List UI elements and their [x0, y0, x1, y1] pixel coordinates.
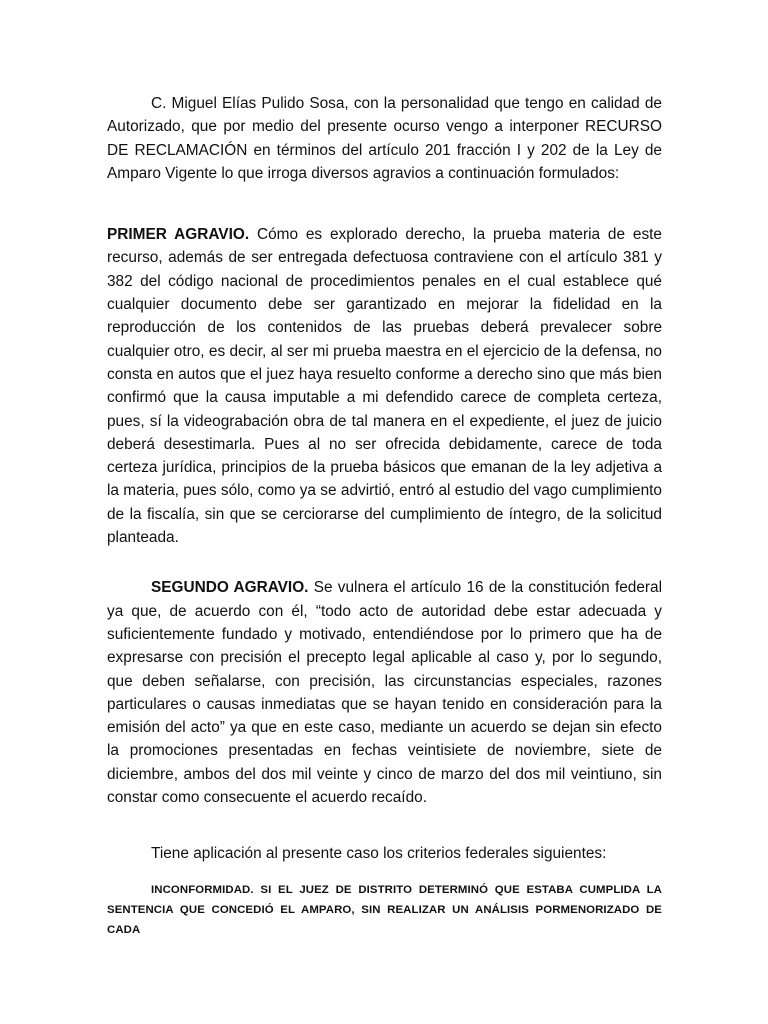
- primer-agravio-paragraph: [107, 223, 662, 549]
- intro-paragraph: C. Miguel Elías Pulido Sosa, con la personalidad que tengo en calidad de Autorizado, que por medio del presente ocurso vengo a interponer RECURSO DE RECLAMACIÓN en términos del artículo 201 fracción I y 202 de la Ley de Amparo Vigente lo que irroga diversos agravios a continuación formulados:: [107, 95, 662, 182]
- jurisprudencia-excerpt: INCONFORMIDAD. SI EL JUEZ DE DISTRITO DETERMINÓ QUE ESTABA CUMPLIDA LA SENTENCIA QUE CONCEDIÓ EL AMPARO, SIN REALIZAR UN ANÁLISIS PORMENORIZADO DE CADA: [107, 883, 662, 936]
- segundo-agravio-body: Se vulnera el artículo 16 de la constitución federal ya que, de acuerdo con él, “todo acto de autoridad debe estar adecuada y suficientemente fundado y motivado, entendiéndose por lo primero que ha de expresarse con precisión el precepto legal aplicable al caso y, por lo segundo, que deben señalarse, con precisión, las circunstancias especiales, razones particulares o causas inmediatas que se hayan tenido en consideración para la emisión del acto” ya que en este caso, mediante un acuerdo se dejan sin efecto la promociones presentadas en fechas veintisiete de noviembre, siete de diciembre, ambos del dos mil veinte y cinco de marzo del dos mil veintiuno, sin constar como consecuente el acuerdo recaído.: [107, 579, 663, 807]
- primer-agravio-body: Cómo es explorado derecho, la prueba materia de este recurso, además de ser entregada defectuosa contraviene con el artículo 381 y 382 del código nacional de procedimientos penales en el cual establece qué cualquier documento debe ser garantizado en mejorar la fidelidad en la reproducción de los contenidos de las pruebas deberá prevalecer sobre cualquier otro, es decir, al ser mi prueba maestra en el ejercicio de la defensa, no consta en autos que el juez haya resuelto conforme a derecho sino que más bien confirmó que la causa imputable a mi defendido carece de completa certeza, pues, sí la videograbación obra de tal manera en el expediente, el juez de juicio deberá desestimarla. Pues al no ser ofrecida debidamente, carece de toda certeza jurídica, principios de la prueba básicos que emanan de la ley adjetiva a la materia, pues sólo, como ya se advirtió, entró al estudio del vago cumplimiento de la fiscalía, sin que se cerciorarse del cumplimiento de íntegro, de la solicitud planteada.: [107, 226, 662, 547]
- criterios-intro: Tiene aplicación al presente caso los criterios federales siguientes:: [151, 845, 607, 863]
- document-page: [107, 92, 662, 940]
- segundo-agravio-paragraph: [107, 576, 662, 809]
- primer-agravio-heading: PRIMER AGRAVIO.: [107, 226, 250, 244]
- segundo-agravio-heading: SEGUNDO AGRAVIO.: [151, 579, 309, 597]
